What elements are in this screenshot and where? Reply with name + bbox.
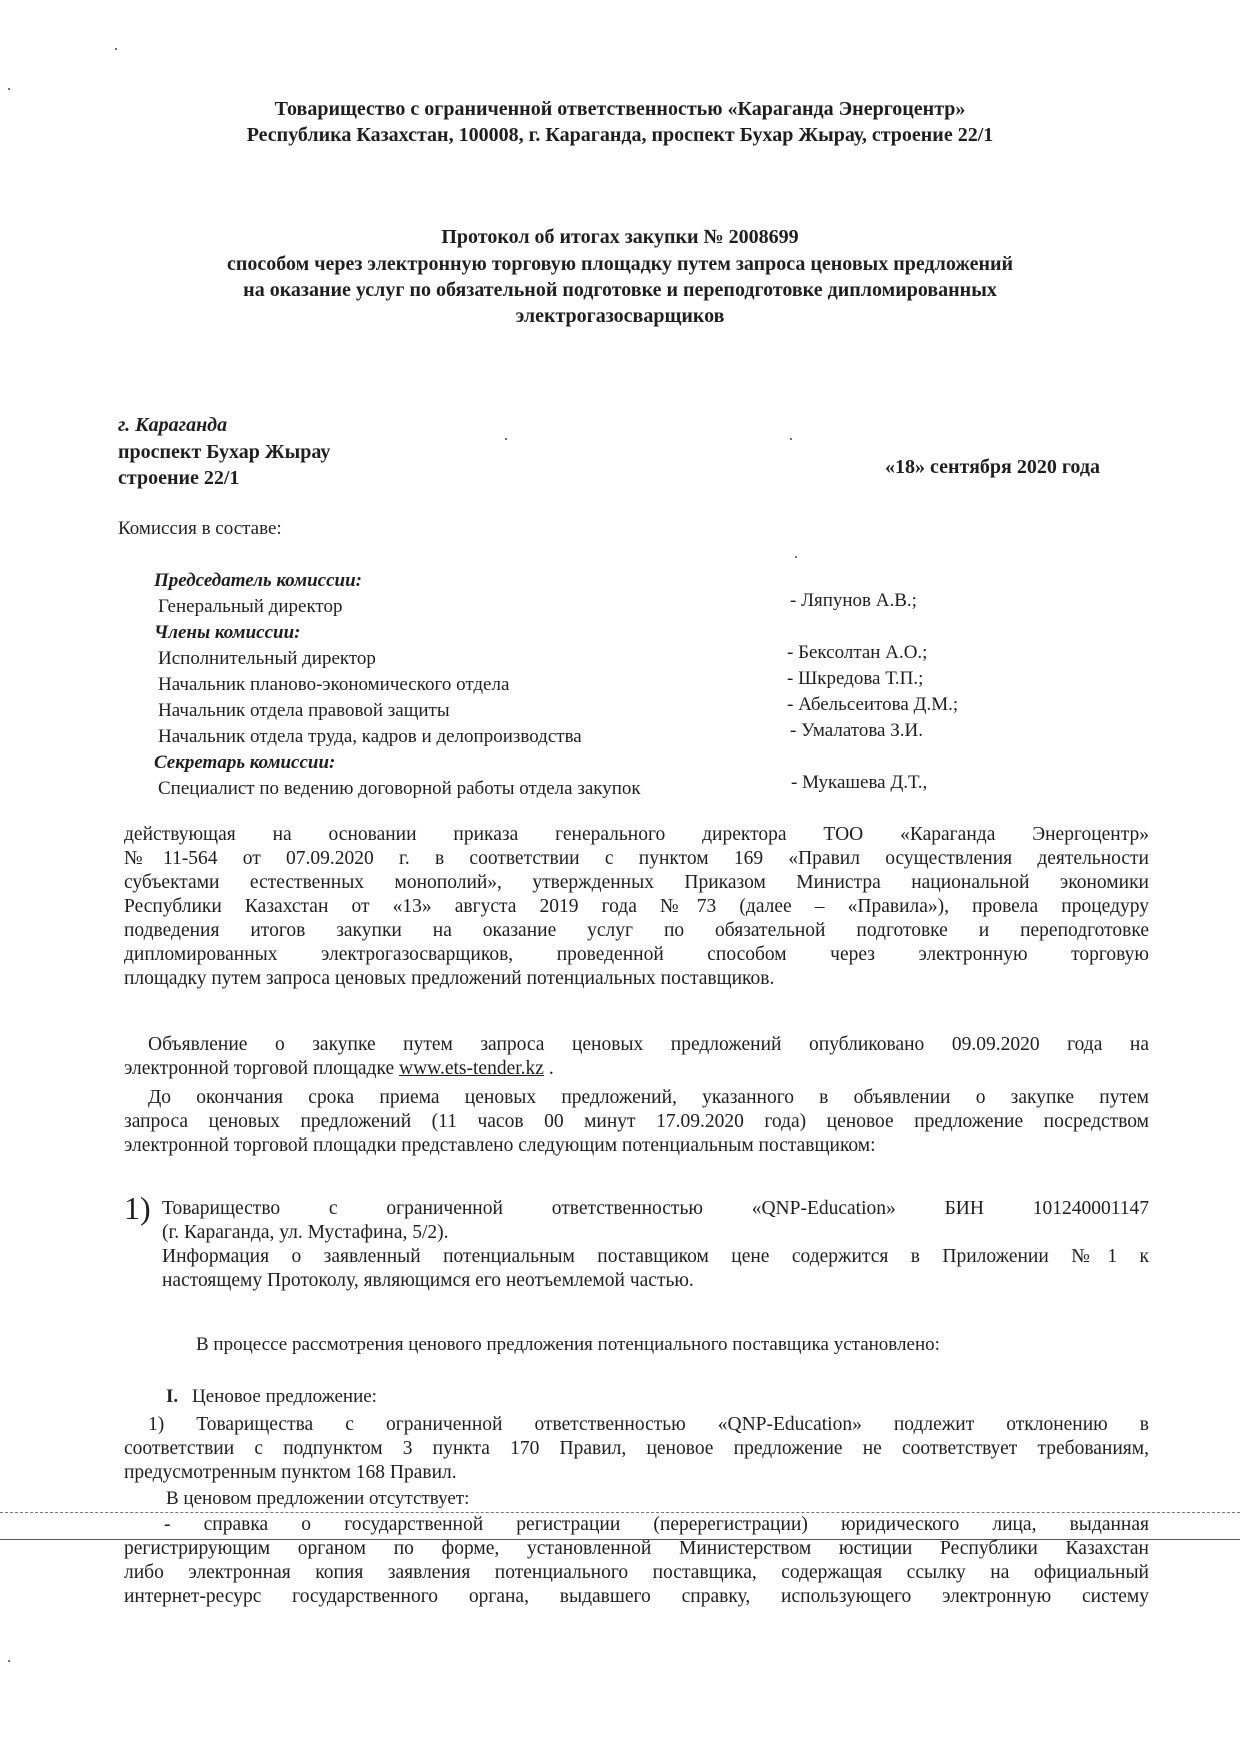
scan-speck	[790, 438, 792, 440]
chair-position: Генеральный директор	[158, 596, 343, 617]
missing-list	[124, 1512, 1149, 1608]
secretary-heading: Секретарь комиссии:	[154, 752, 336, 773]
scan-speck	[115, 48, 117, 50]
text-line: либо электронная копия заявления потенциального поставщика, содержащая ссылку на официальный	[124, 1562, 1149, 1583]
members-heading: Члены комиссии:	[154, 622, 301, 643]
place-building: строение 22/1	[118, 467, 240, 489]
text-line: До окончания срока приема ценовых предложений, указанного в объявлении о закупке путем	[148, 1087, 1149, 1108]
paragraph-deadline	[124, 1085, 1149, 1157]
text-line: - справка о государственной регистрации (перерегистрации) юридического лица, выданная	[164, 1514, 1149, 1535]
member-position: Начальник отдела труда, кадров и делопроизводства	[158, 726, 582, 747]
paragraph-basis	[124, 822, 1149, 990]
supplier-entry	[162, 1196, 1149, 1292]
review-intro: В процессе рассмотрения ценового предложения потенциального поставщика установлено:	[196, 1334, 940, 1355]
member-position: Исполнительный директор	[158, 648, 376, 669]
protocol-subtitle-2: на оказание услуг по обязательной подготовке и переподготовке дипломированных	[243, 279, 997, 301]
chair-heading: Председатель комиссии:	[154, 570, 362, 591]
ets-tender-link[interactable]: www.ets-tender.kz	[399, 1058, 544, 1079]
text-line: №11-564 от 07.09.2020 г. в соответствии с пунктом 169 «Правил осуществления деятельности	[124, 848, 1149, 869]
organization-address: Республика Казахстан, 100008, г. Караганда, проспект Бухар Жырау, строение 22/1	[246, 124, 994, 146]
text-line: субъектами естественных монополий», утвержденных Приказом Министра национальной экономики	[124, 872, 1149, 893]
text-line: Информация о заявленный потенциальным поставщиком цене содержится в Приложении №1 к	[162, 1246, 1149, 1267]
commission-intro: Комиссия в составе:	[118, 518, 282, 539]
section-title: Ценовое предложение:	[192, 1386, 377, 1407]
text-line: предусмотренным пунктом 168 Правил.	[124, 1462, 457, 1483]
text-line: соответствии с подпунктом 3 пункта 170 Правил, ценовое предложение не соответствует требованиям,	[124, 1438, 1149, 1459]
text-fragment: электронной торговой площадке	[124, 1058, 399, 1079]
text-line: дипломированных электрогазосварщиков, проведенной способом через электронную торговую	[124, 944, 1149, 965]
place-city: г. Караганда	[118, 414, 228, 436]
text-line	[124, 1057, 1149, 1081]
member-name: - Бексолтан А.О.;	[787, 642, 928, 663]
place-street: проспект Бухар Жырау	[118, 441, 331, 463]
text-line: площадку путем запроса ценовых предложений потенциальных поставщиков.	[124, 968, 775, 989]
text-line: Республики Казахстан от «13» августа 2019 года №73 (далее – «Правила»), провела процедуру	[124, 896, 1149, 917]
secretary-name: - Мукашева Д.Т.,	[791, 772, 928, 793]
missing-intro: В ценовом предложении отсутствует:	[166, 1488, 470, 1509]
member-name: - Умалатова З.И.	[790, 720, 923, 741]
scan-speck	[505, 438, 507, 440]
supplier-number: 1)	[124, 1190, 151, 1226]
text-line: Объявление о закупке путем запроса ценовых предложений опубликовано 09.09.2020 года на	[148, 1034, 1149, 1055]
scan-speck	[8, 88, 10, 90]
text-line: интернет-ресурс государственного органа, выдавшего справку, использующего электронную систему	[124, 1586, 1149, 1607]
protocol-date: «18» сентября 2020 года	[885, 456, 1100, 478]
text-line: (г. Караганда, ул. Мустафина, 5/2).	[162, 1222, 449, 1243]
paragraph-announcement	[124, 1033, 1149, 1081]
secretary-position: Специалист по ведению договорной работы отдела закупок	[158, 778, 641, 799]
member-position: Начальник отдела правовой защиты	[158, 700, 450, 721]
text-line: электронной торговой площадки представлено следующим потенциальным поставщиком:	[124, 1135, 876, 1156]
organization-name: Товарищество с ограниченной ответственностью «Караганда Энергоцентр»	[274, 98, 966, 120]
text-line: настоящему Протоколу, являющимся его неотъемлемой частью.	[162, 1270, 694, 1291]
text-line: подведения итогов закупки на оказание услуг по обязательной подготовке и переподготовке	[124, 920, 1149, 941]
text-fragment: .	[543, 1058, 554, 1079]
chair-name: - Ляпунов А.В.;	[790, 590, 917, 611]
text-line: запроса ценовых предложений (11 часов 00 минут 17.09.2020 года) ценовое предложение посредством	[124, 1111, 1149, 1132]
protocol-subtitle-1: способом через электронную торговую площадку путем запроса ценовых предложений	[226, 253, 1014, 275]
text-line: Товарищество с ограниченной ответственностью «QNP-Education» БИН 101240001147	[162, 1198, 1149, 1219]
member-name: - Абельсеитова Д.М.;	[787, 694, 959, 715]
text-line: 1) Товарищества с ограниченной ответственностью «QNP-Education» подлежит отклонению в	[148, 1414, 1149, 1435]
protocol-subtitle-3: электрогазосварщиков	[515, 305, 725, 327]
text-line: регистрирующим органом по форме, установленной Министерством юстиции Республики Казахстан	[124, 1538, 1149, 1559]
member-position: Начальник планово-экономического отдела	[158, 674, 510, 695]
scan-speck	[795, 556, 797, 558]
section-number: I.	[166, 1386, 179, 1407]
scan-speck	[8, 1660, 10, 1662]
finding-paragraph	[124, 1412, 1149, 1484]
text-line: действующая на основании приказа генерального директора ТОО «Караганда Энергоцентр»	[124, 824, 1149, 845]
protocol-title: Протокол об итогах закупки № 2008699	[441, 226, 799, 248]
member-name: - Шкредова Т.П.;	[787, 668, 924, 689]
